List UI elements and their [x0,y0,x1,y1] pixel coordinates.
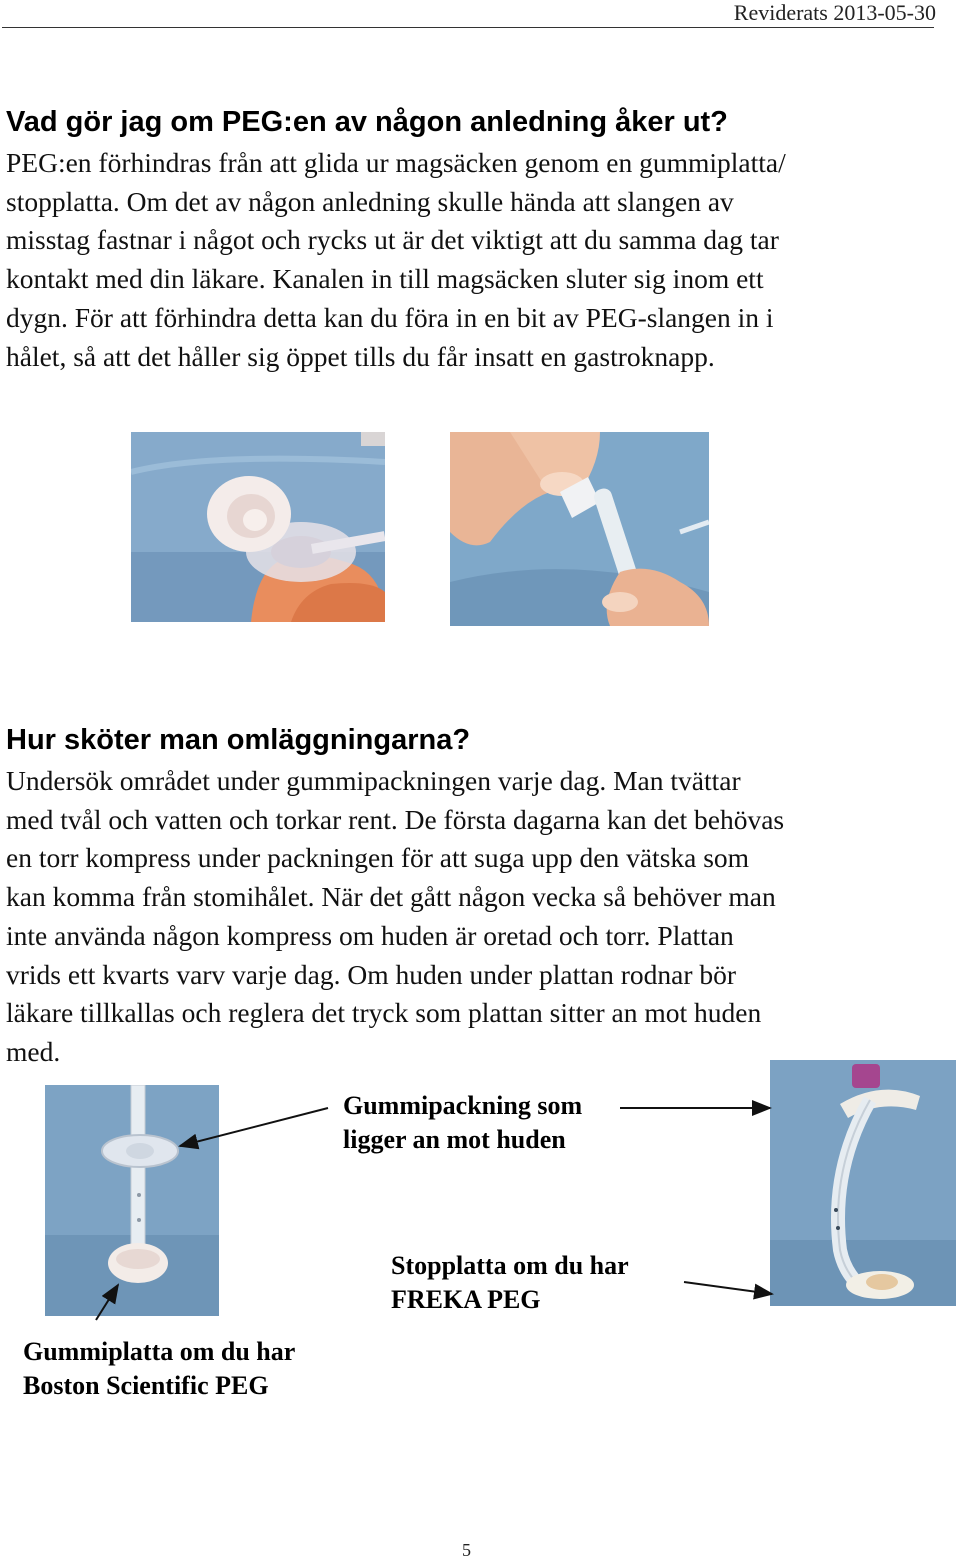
text-line: inte använda någon kompress om huden är oretad och torr. Plattan [6,919,734,951]
text-line: PEG:en förhindras från att glida ur magsäcken genom en gummiplatta/ [6,147,786,178]
text-line: stopplatta. Om det av någon anledning skulle hända att slangen av [6,185,734,217]
text-line: Undersök området under gummipackningen varje dag. Man tvättar [6,765,741,796]
section-heading-dressing-care: Hur sköter man omläggningarna? [6,724,471,756]
caption-line: FREKA PEG [391,1285,541,1314]
arrow-to-gasket-left [180,1108,328,1146]
text-line: läkare tillkallas och reglera det tryck som plattan sitter an mot huden [6,997,762,1029]
section-heading-peg-out: Vad gör jag om PEG:en av någon anledning åker ut? [6,106,728,138]
text-line: kan komma från stomihålet. När det gått någon vecka så behöver man [6,881,776,913]
text-line: hålet, så att det håller sig öppet tills du får insatt en gastroknapp. [6,340,715,372]
text-line: med. [6,1035,61,1067]
arrow-to-rubber-plate [96,1285,118,1320]
page-number: 5 [462,1540,471,1560]
caption-line: ligger an mot huden [343,1125,566,1154]
text-line: vrids ett kvarts varv varje dag. Om huden under plattan rodnar bör [6,958,737,990]
caption-line: Gummiplatta om du har [23,1337,296,1366]
arrow-to-stop-plate [684,1282,772,1294]
text-line: kontakt med din läkare. Kanalen in till magsäcken sluter sig inom ett [6,263,764,295]
text-line: med tvål och vatten och torkar rent. De första dagarna kan det behövas [6,803,785,835]
caption-line: Boston Scientific PEG [23,1371,269,1400]
caption-line: Stopplatta om du har [391,1251,629,1280]
text-line: en torr kompress under packningen för att suga upp den vätska som [6,842,750,874]
revision-date: Reviderats 2013-05-30 [733,0,936,25]
text-line: misstag fastnar i något och rycks ut är det viktigt att du samma dag tar [6,224,779,256]
caption-line: Gummipackning som [343,1091,583,1120]
text-line: dygn. För att förhindra detta kan du föra in en bit av PEG-slangen in i [6,301,774,333]
